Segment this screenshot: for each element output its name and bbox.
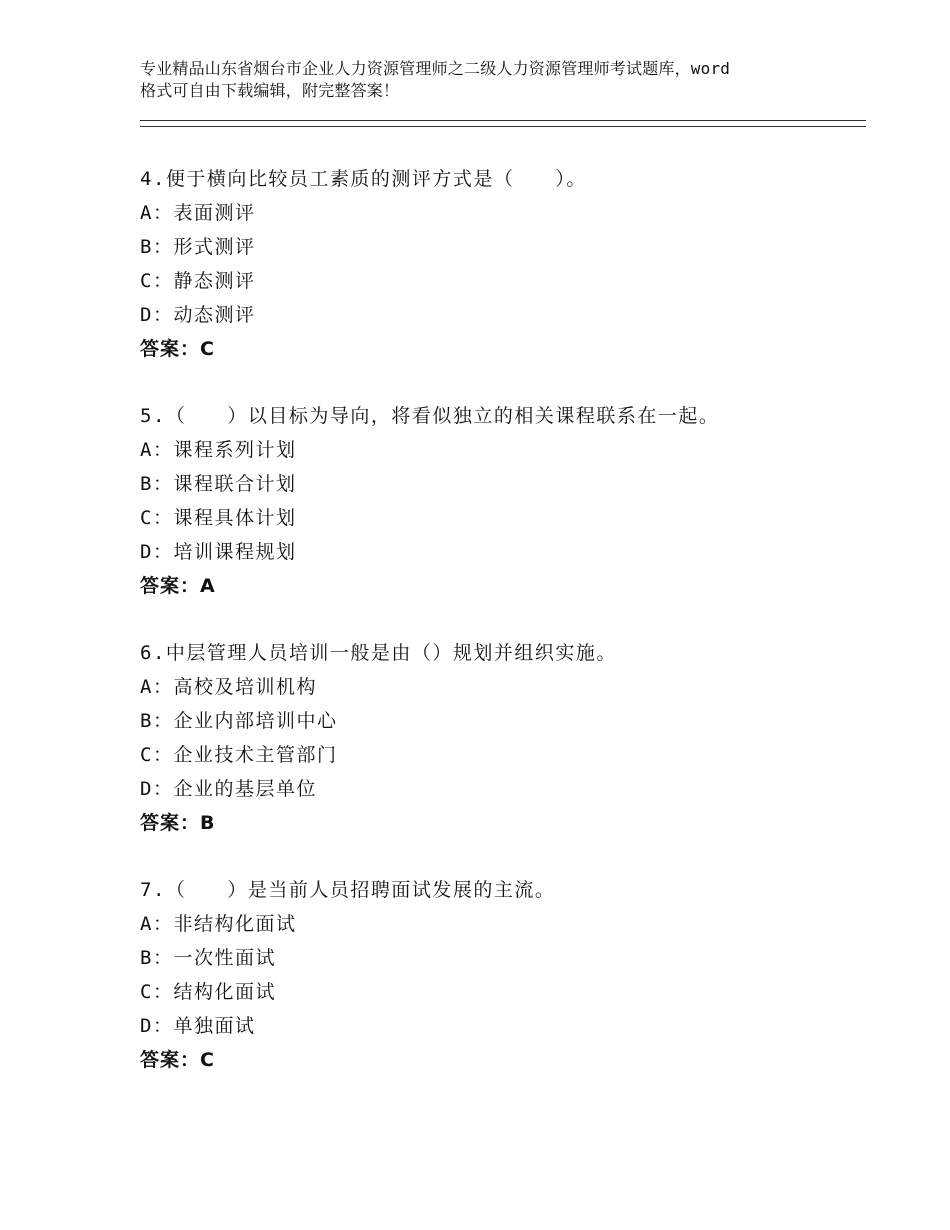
question-5 (140, 399, 866, 603)
option-d: D：动态测评 (140, 304, 256, 326)
question-list (140, 162, 866, 1110)
header-line-1: 专业精品山东省烟台市企业人力资源管理师之二级人力资源管理师考试题库，word (140, 59, 731, 78)
option-a: A：表面测评 (140, 202, 256, 224)
question-stem: 6.中层管理人员培训一般是由（）规划并组织实施。 (140, 642, 617, 664)
option-b: B：企业内部培训中心 (140, 710, 338, 732)
option-d: D：企业的基层单位 (140, 778, 317, 800)
answer-line: 答案：B (140, 812, 216, 834)
option-c: C：结构化面试 (140, 981, 276, 1003)
option-c: C：静态测评 (140, 270, 256, 292)
option-b: B：一次性面试 (140, 947, 276, 969)
question-4 (140, 162, 866, 366)
option-a: A：课程系列计划 (140, 439, 297, 461)
header-divider (140, 120, 866, 127)
question-stem: 5.（ ）以目标为导向，将看似独立的相关课程联系在一起。 (140, 405, 720, 427)
option-c: C：课程具体计划 (140, 507, 297, 529)
answer-line: 答案：C (140, 338, 215, 360)
option-a: A：非结构化面试 (140, 913, 297, 935)
question-6 (140, 636, 866, 840)
option-b: B：课程联合计划 (140, 473, 297, 495)
header-line-2: 格式可自由下载编辑，附完整答案！ (140, 81, 400, 100)
option-a: A：高校及培训机构 (140, 676, 317, 698)
answer-line: 答案：C (140, 1049, 215, 1071)
answer-line: 答案：A (140, 575, 216, 597)
option-c: C：企业技术主管部门 (140, 744, 338, 766)
document-header (140, 58, 840, 102)
question-stem: 4.便于横向比较员工素质的测评方式是（ ）。 (140, 168, 587, 190)
option-d: D：培训课程规划 (140, 541, 297, 563)
option-d: D：单独面试 (140, 1015, 256, 1037)
question-7 (140, 873, 866, 1077)
question-stem: 7.（ ）是当前人员招聘面试发展的主流。 (140, 879, 556, 901)
option-b: B：形式测评 (140, 236, 256, 258)
